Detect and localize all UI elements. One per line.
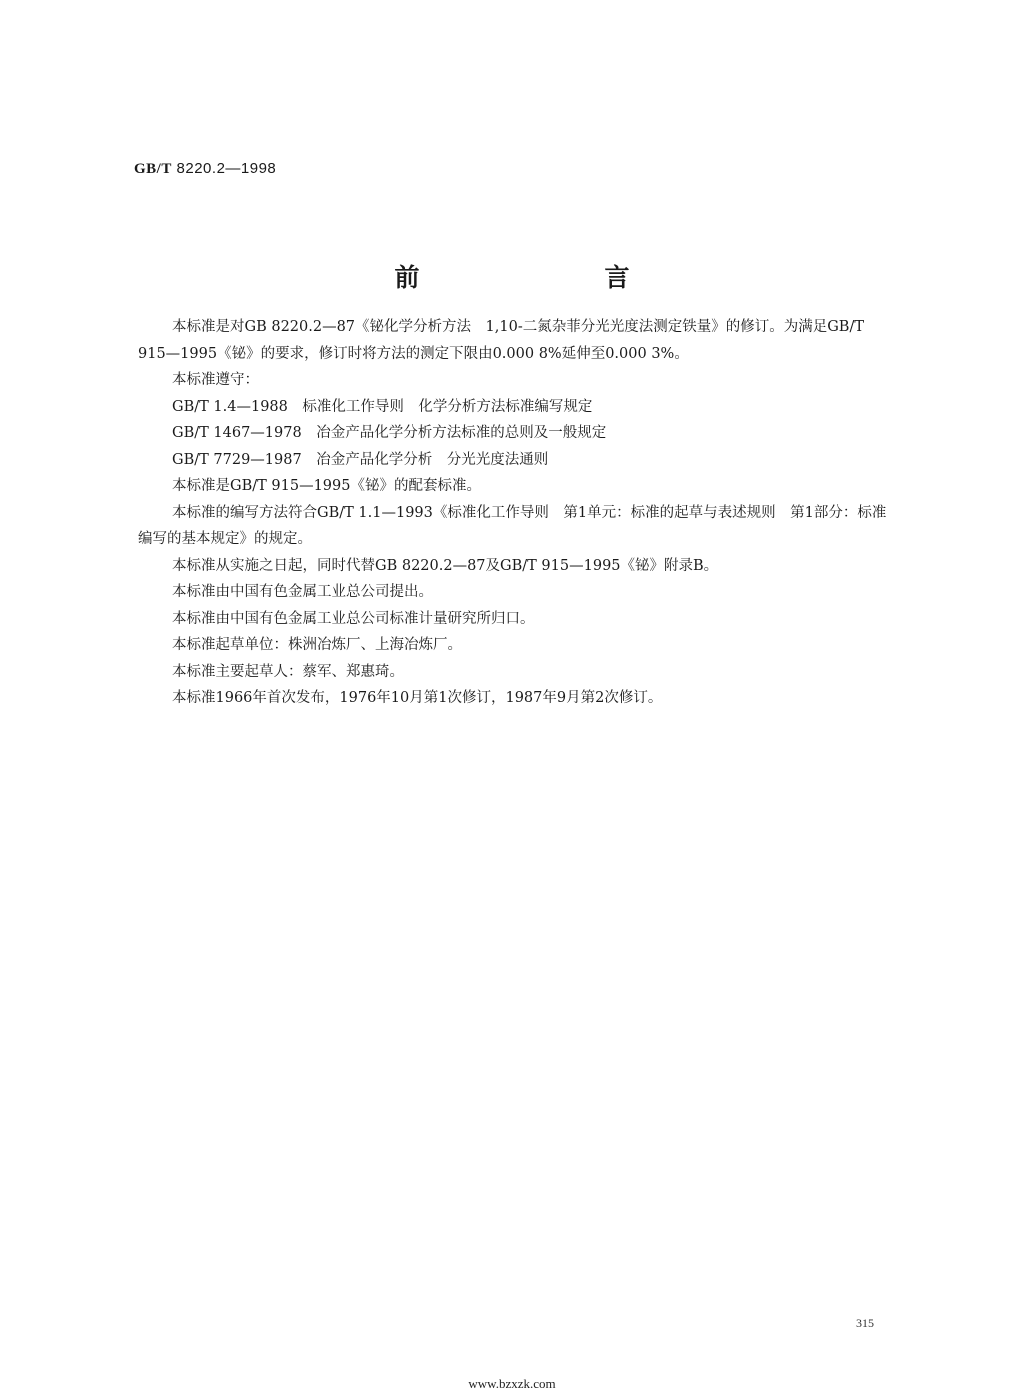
page-number: 315	[856, 1316, 874, 1330]
paragraph-administration: 本标准由中国有色金属工业总公司标准计量研究所归口。	[172, 610, 535, 627]
paragraph-proposer: 本标准由中国有色金属工业总公司提出。	[172, 584, 433, 600]
reference-standard-2: GB/T 1467—1978 冶金产品化学分析方法标准的总则及一般规定	[172, 425, 607, 441]
footer-url[interactable]: www.bzxzk.com	[468, 1376, 556, 1391]
reference-standard-3: GB/T 7729—1987 冶金产品化学分析 分光光度法通则	[172, 451, 549, 468]
standard-code-number: 8220.2—1998	[176, 160, 277, 177]
foreword-body	[138, 314, 890, 712]
paragraph-compliance: 本标准遵守：	[172, 372, 259, 388]
standard-code-prefix: GB/T	[134, 161, 172, 177]
paragraph-revision: 本标准是对GB 8220.2—87《铋化学分析方法 1,10-二氮杂菲分光光度法测定铁量》的修订。为满足GB/T 915—1995《铋》的要求，修订时将方法的测定下限由0.000 8%延伸至0.000 3%。	[138, 319, 865, 362]
paragraph-companion: 本标准是GB/T 915—1995《铋》的配套标准。	[172, 478, 481, 494]
paragraph-drafting-units: 本标准起草单位：株洲冶炼厂、上海冶炼厂。	[172, 637, 462, 653]
paragraph-replacement: 本标准从实施之日起，同时代替GB 8220.2—87及GB/T 915—1995《铋》附录B。	[172, 557, 719, 574]
paragraph-history: 本标准1966年首次发布，1976年10月第1次修订，1987年9月第2次修订。	[172, 690, 663, 706]
paragraph-drafters: 本标准主要起草人：蔡军、郑惠琦。	[172, 663, 404, 680]
standard-code	[134, 160, 276, 178]
paragraph-drafting-rules: 本标准的编写方法符合GB/T 1.1—1993《标准化工作导则 第1单元：标准的起草与表述规则 第1部分：标准编写的基本规定》的规定。	[138, 504, 887, 547]
page-title: 前 言	[394, 263, 710, 292]
reference-standard-1: GB/T 1.4—1988 标准化工作导则 化学分析方法标准编写规定	[172, 398, 593, 415]
